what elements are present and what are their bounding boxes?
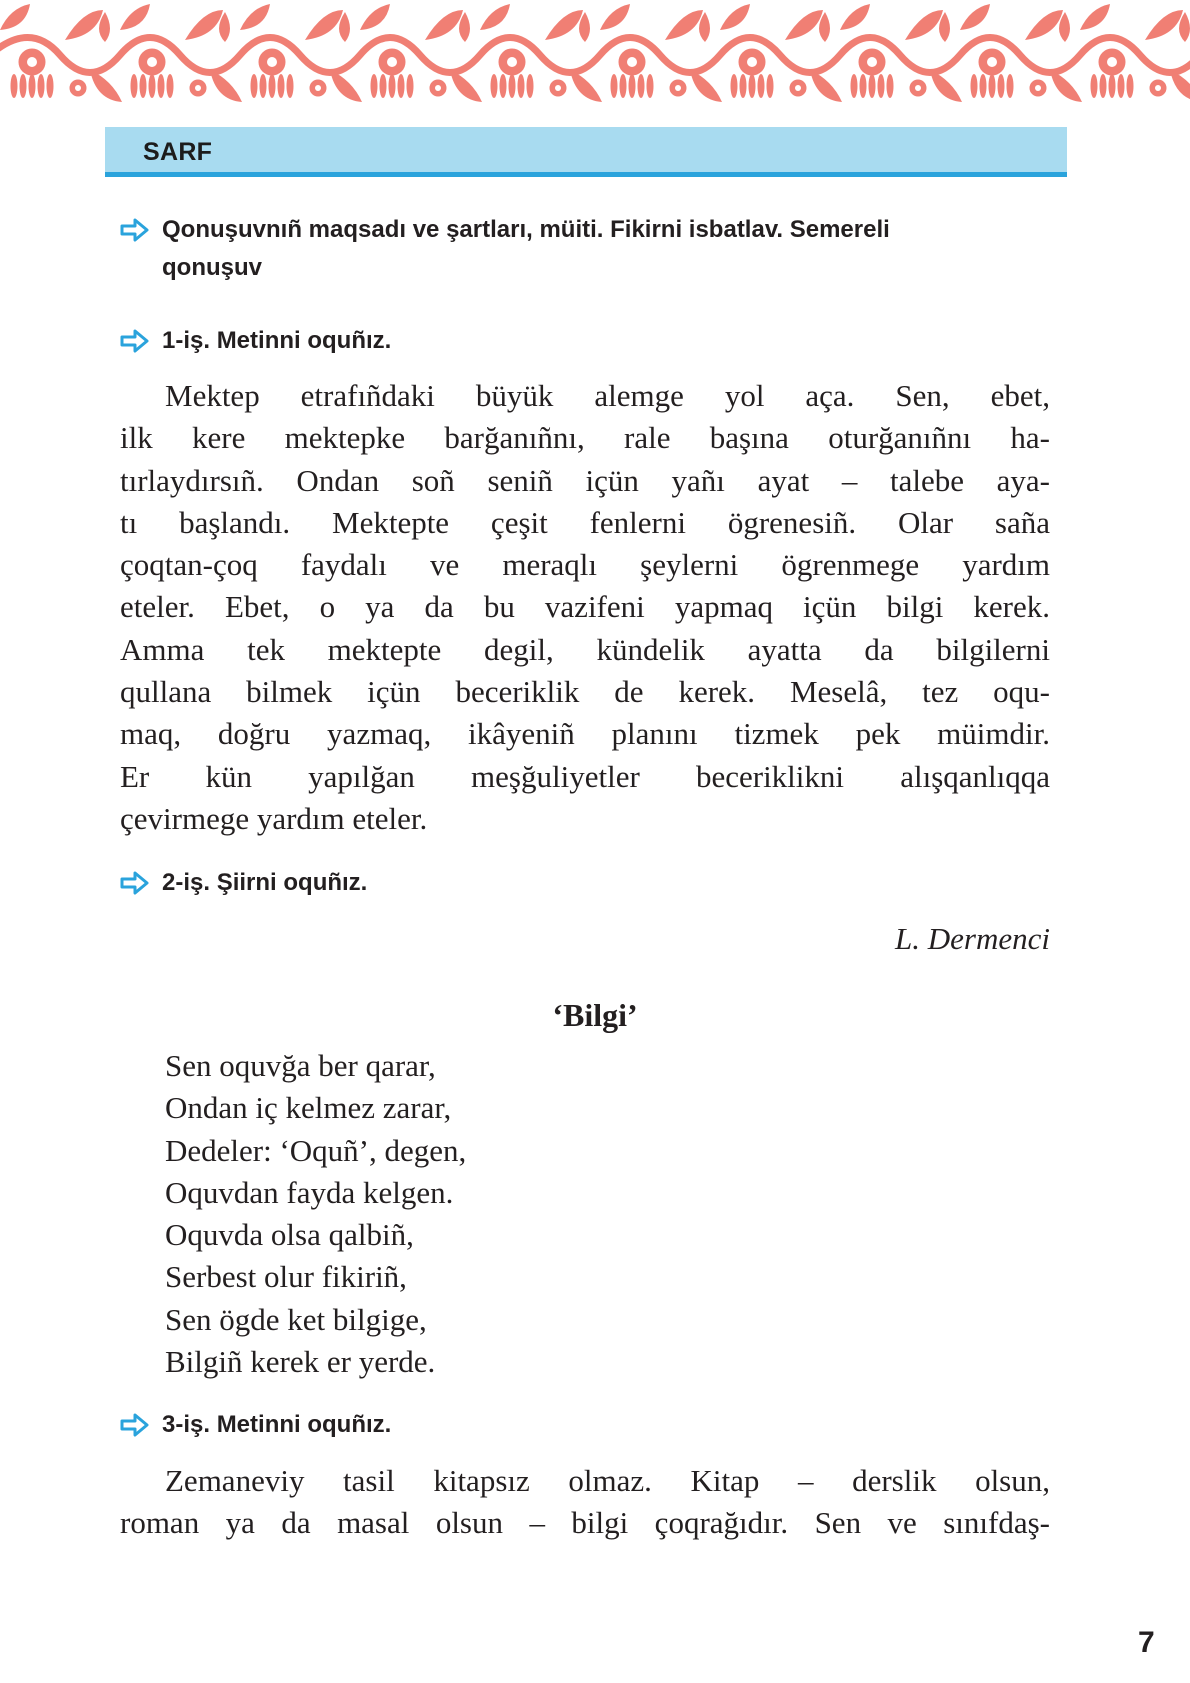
text-line: Amma tek mektepte degil, kündelik ayatta da bilgilerni (120, 631, 1050, 667)
poem-title: ‘Bilgi’ (552, 997, 638, 1033)
text-line: çoqtan-çoq faydalı ve meraqlı şeylerni ögrenmege yardım (120, 547, 1050, 583)
poem-line: Oquvda olsa qalbiñ, (165, 1217, 414, 1253)
poem-line: Sen ögde ket bilgige, (165, 1301, 427, 1337)
poem-line: Bilgiñ kerek er yerde. (165, 1344, 436, 1380)
task-2-heading (120, 864, 367, 902)
text-line: Mektep etrafıñdaki büyük alemge yol aça. Sen, ebet, (165, 378, 1050, 413)
poem-line: Serbest olur fikiriñ, (165, 1259, 407, 1295)
floral-ornament (0, 0, 1190, 112)
poem (165, 1045, 466, 1383)
task-3-title: 3-iş. Metinni oquñız. (162, 1411, 392, 1438)
section-title: SARF (143, 138, 213, 166)
poem-line: Dedeler: ‘Oquñ’, degen, (165, 1132, 467, 1168)
text-line: ilk kere mektepke barğanıñnı, rale başına oturğanıñnı ha- (120, 420, 1050, 456)
page-number: 7 (1138, 1626, 1155, 1659)
poem-line: Sen oquvğa ber qarar, (165, 1048, 436, 1083)
text-line: roman ya da masal olsun – bilgi çoqrağıdır. Sen ve sınıfdaş- (120, 1505, 1050, 1541)
task-1-text (120, 375, 1050, 840)
text-line: tı başlandı. Mektepte çeşit fenlerni ögrenesiñ. Olar saña (120, 504, 1050, 540)
task-3-heading (120, 1406, 391, 1444)
text-line: qullana bilmek içün beceriklik de kerek. Meselâ, tez oqu- (120, 674, 1050, 710)
topic-line: qonuşuv (162, 254, 262, 281)
task-1-title: 1-iş. Metinni oquñız. (162, 327, 392, 354)
task-3-text (120, 1460, 1050, 1545)
task-2-title: 2-iş. Şiirni oquñız. (162, 869, 368, 896)
text-line: Er kün yapılğan meşğuliyetler beceriklikni alışqanlıqqa (120, 758, 1050, 794)
arrow-right-icon (120, 328, 150, 354)
text-line: tırlaydırsıñ. Ondan soñ seniñ içün yañı ayat – talebe aya- (120, 462, 1050, 498)
arrow-right-icon (120, 870, 150, 896)
section-header (105, 127, 1067, 177)
topic-heading (120, 211, 890, 287)
arrow-right-icon (120, 1412, 150, 1438)
poem-line: Ondan iç kelmez zarar, (165, 1090, 452, 1126)
text-line: çevirmege yardım eteler. (120, 800, 428, 836)
text-line: eteler. Ebet, o ya da bu vazifeni yapmaq içün bilgi kerek. (120, 589, 1050, 625)
arrow-right-icon (120, 217, 150, 243)
poem-author: L. Dermenci (895, 921, 1050, 956)
poem-line: Oquvdan fayda kelgen. (165, 1174, 454, 1210)
topic-line: Qonuşuvnıñ maqsadı ve şartları, müiti. Fikirni isbatlav. Semereli (162, 216, 890, 243)
text-line: maq, doğru yazmaq, ikâyeniñ planını tizmek pek müimdir. (120, 716, 1050, 752)
task-1-heading (120, 322, 391, 360)
text-line: Zemaneviy tasil kitapsız olmaz. Kitap – derslik olsun, (165, 1463, 1050, 1498)
